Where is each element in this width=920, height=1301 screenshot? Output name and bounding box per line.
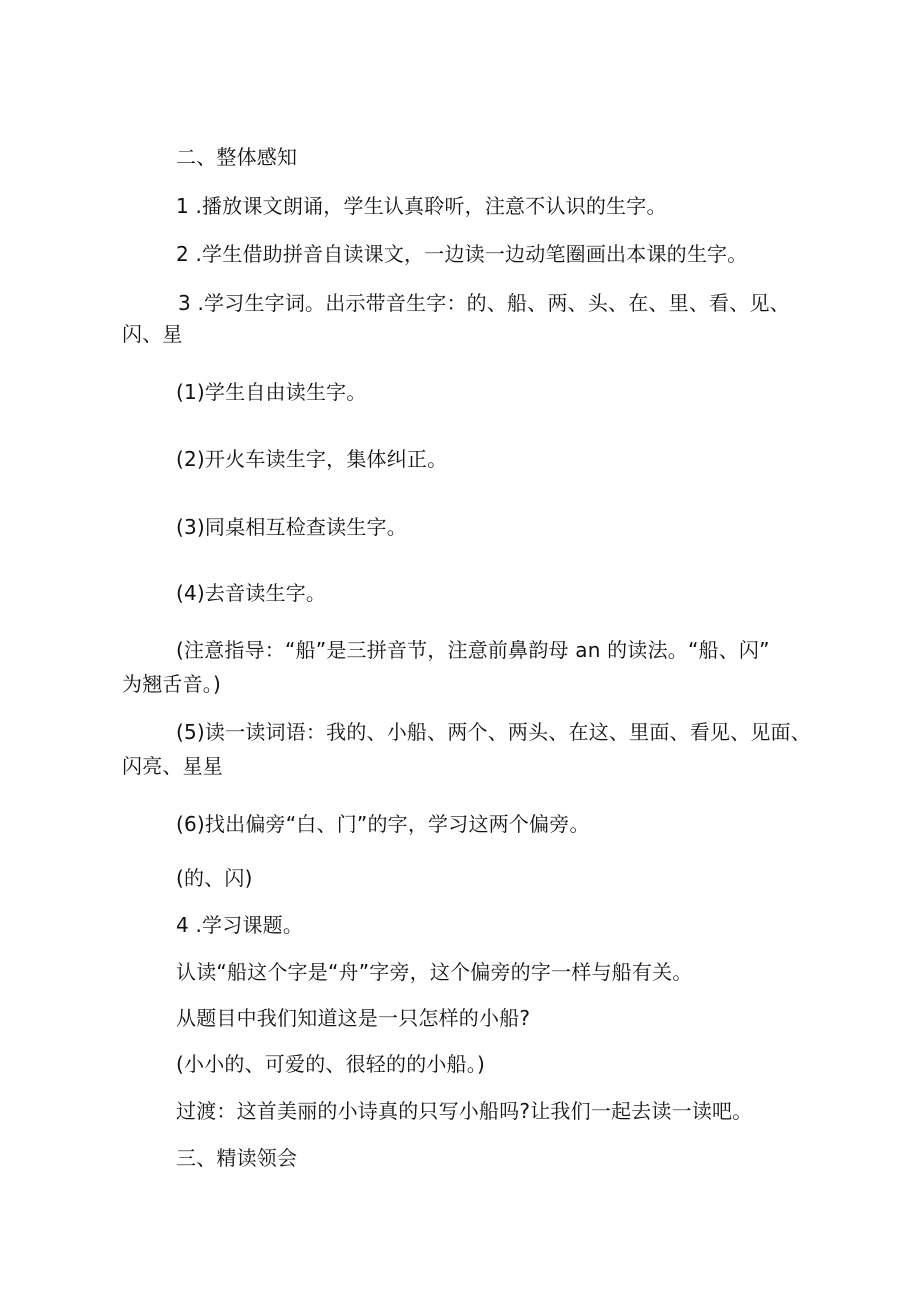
section-heading: 三、精读领会 — [176, 1146, 298, 1170]
paragraph: 4 .学习课题。 — [176, 913, 304, 937]
paragraph: (的、闪) — [176, 866, 253, 890]
paragraph: 认读“船这个字是“舟”字旁，这个偏旁的字一样与船有关。 — [176, 960, 693, 984]
paragraph: 3 .学习生字词。出示带音生字：的、船、两、头、在、里、看、见、 — [178, 291, 790, 315]
paragraph: 闪、星 — [122, 322, 183, 346]
list-item: (3)同桌相互检查读生字。 — [176, 515, 407, 539]
section-heading: 二、整体感知 — [176, 145, 298, 169]
list-item: 闪亮、星星 — [122, 754, 223, 778]
list-item: (4)去音读生字。 — [176, 581, 327, 605]
list-item: (2)开火车读生字，集体纠正。 — [176, 447, 448, 471]
note: 为翘舌音。) — [122, 672, 222, 696]
list-item: (1)学生自由读生字。 — [176, 380, 367, 404]
paragraph: 过渡：这首美丽的小诗真的只写小船吗?让我们一起去读一读吧。 — [176, 1099, 753, 1123]
note: (注意指导：“船”是三拼音节，注意前鼻韵母 an 的读法。“船、闪” — [176, 638, 770, 662]
paragraph: 1 .播放课文朗诵，学生认真聆听，注意不认识的生字。 — [176, 194, 667, 218]
list-item: (6)找出偏旁“白、门”的字，学习这两个偏旁。 — [176, 812, 590, 836]
list-item: (5)读一读词语：我的、小船、两个、两头、在这、里面、看见、见面、 — [176, 720, 811, 744]
paragraph: 从题目中我们知道这是一只怎样的小船? — [176, 1006, 531, 1030]
paragraph: 2 .学生借助拼音自读课文，一边读一边动笔圈画出本课的生字。 — [176, 242, 748, 266]
paragraph: (小小的、可爱的、很轻的的小船。) — [176, 1052, 486, 1076]
